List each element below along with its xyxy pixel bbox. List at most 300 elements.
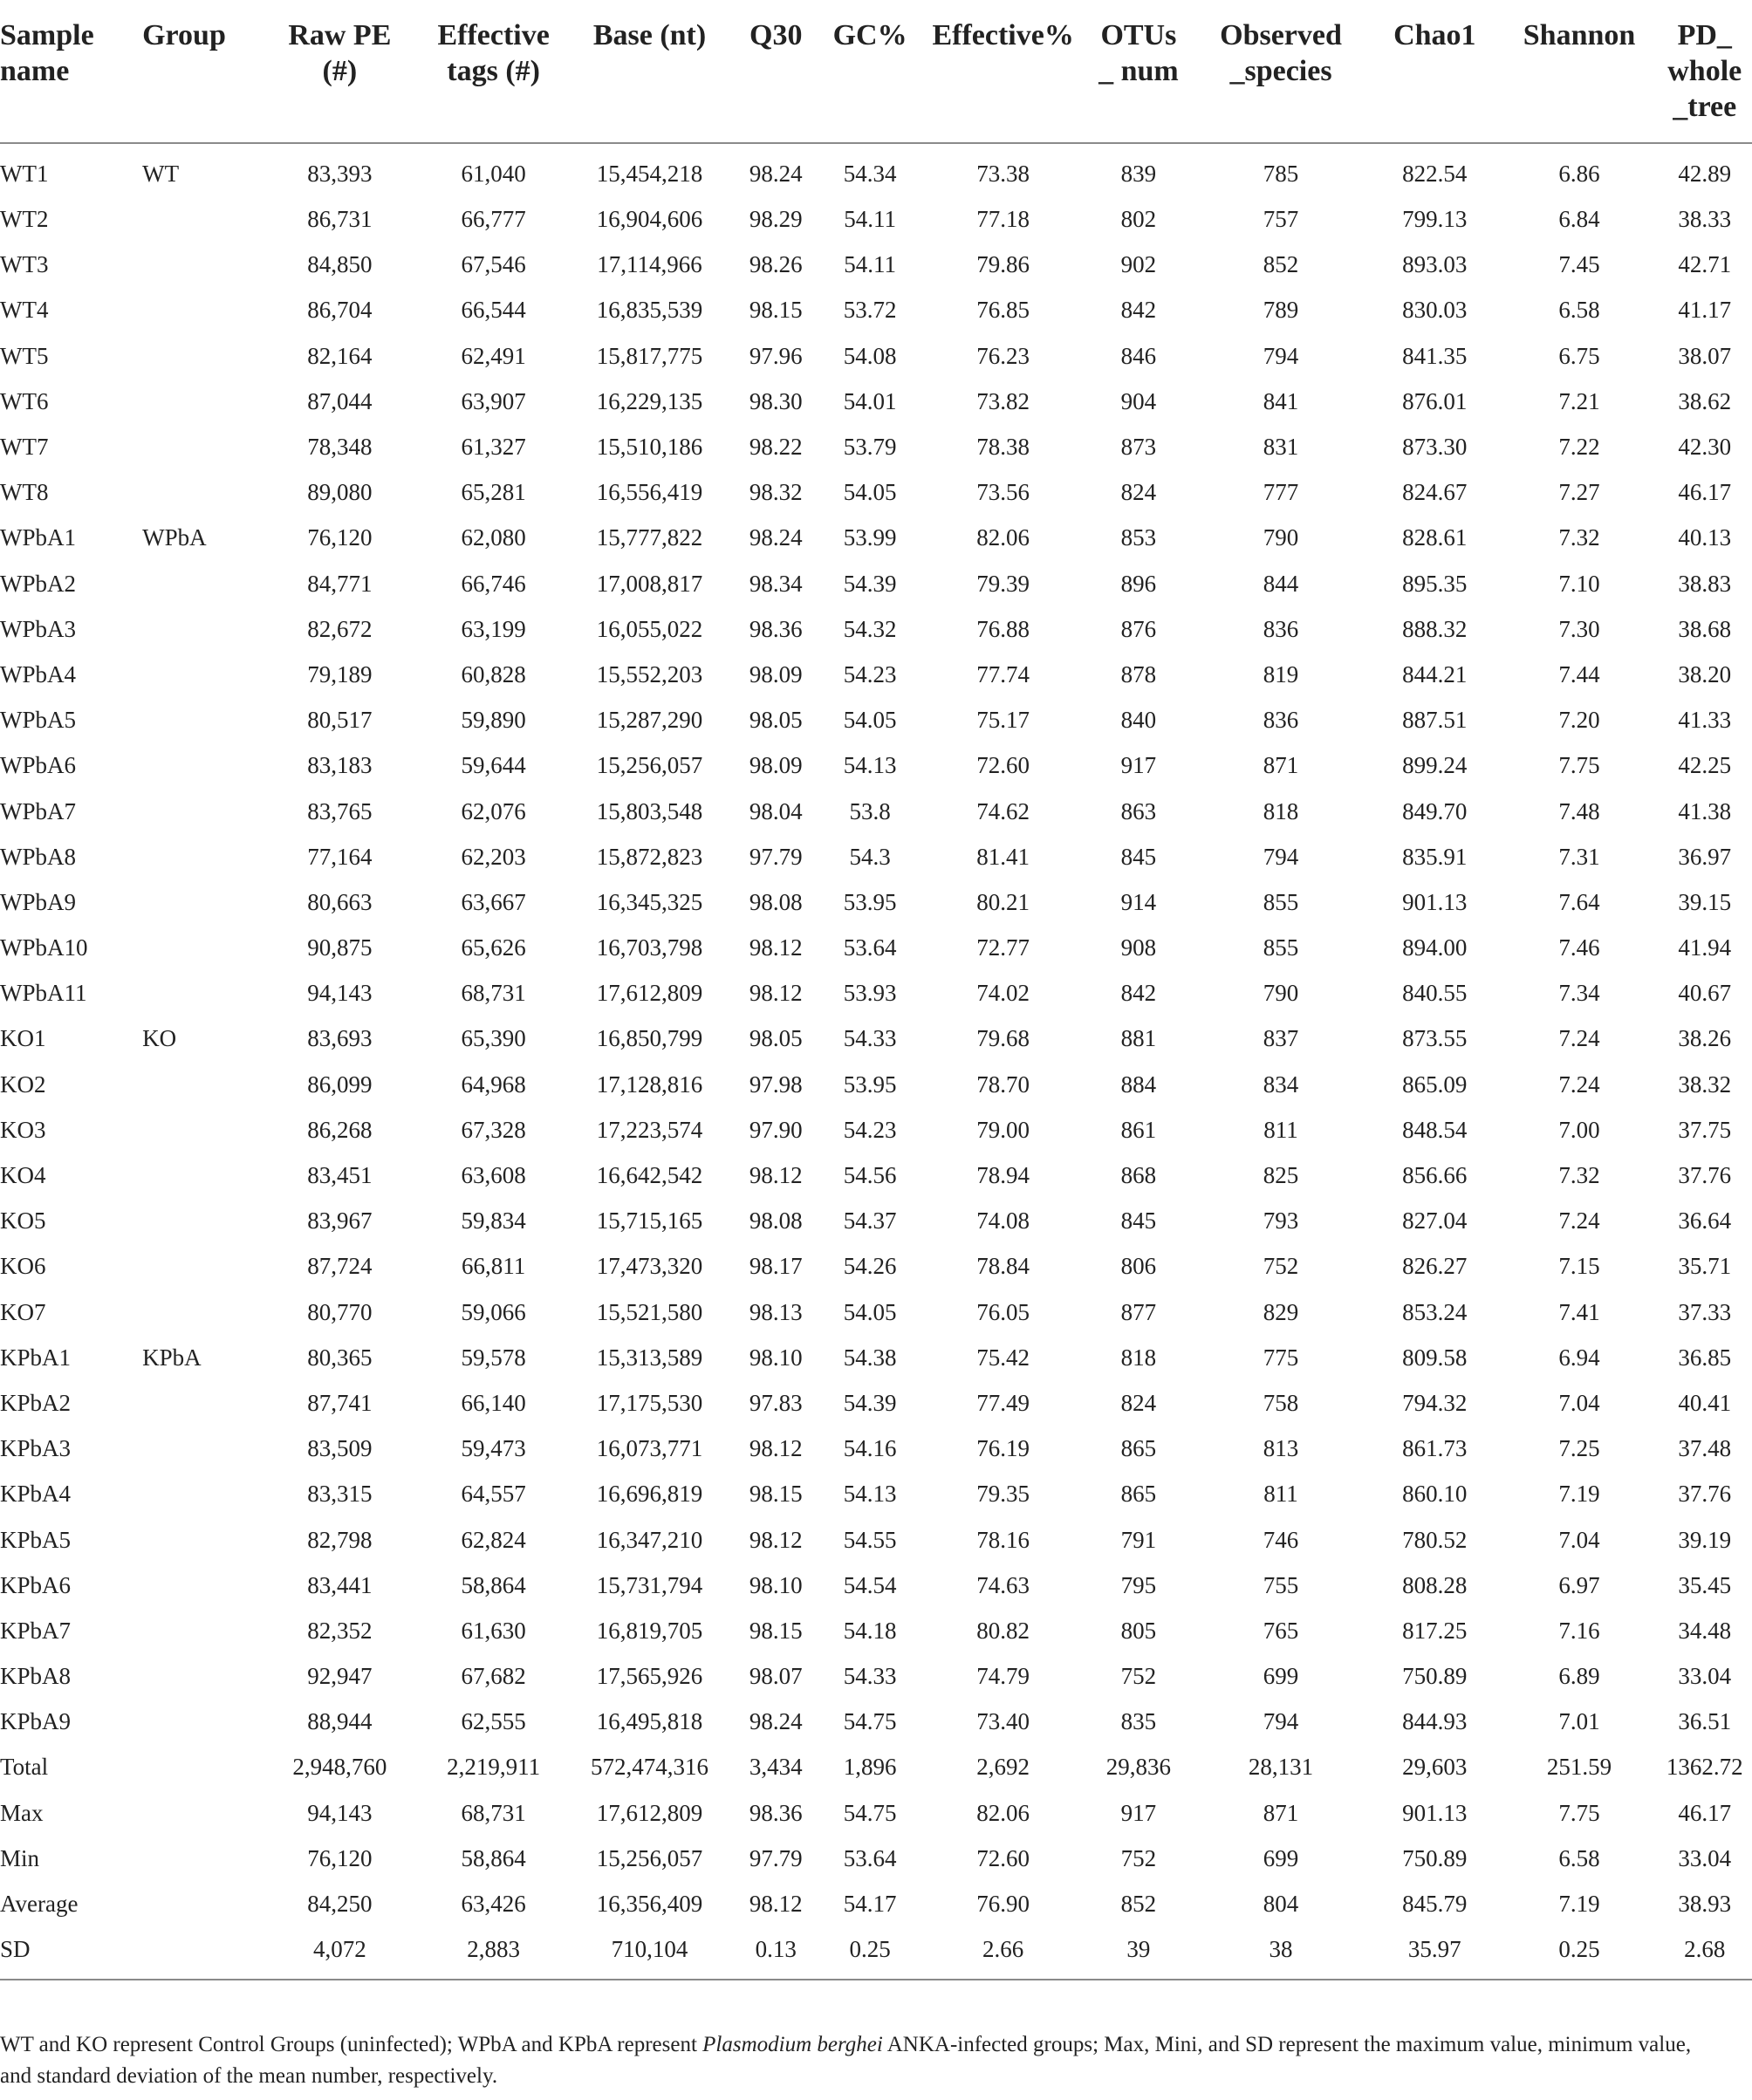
cell-pd-whole-tree: 37.48 xyxy=(1678,1435,1732,1462)
cell-observed-species: 794 xyxy=(1263,843,1299,870)
cell-q30: 98.08 xyxy=(749,1207,803,1235)
table-row xyxy=(0,196,1752,242)
cell-shannon: 7.22 xyxy=(1558,434,1600,461)
cell-group xyxy=(142,1926,257,1980)
table-row xyxy=(0,1289,1752,1335)
cell-otus-num: 908 xyxy=(1120,934,1157,961)
cell-raw-pe: 83,693 xyxy=(307,1025,373,1052)
cell-chao1: 828.61 xyxy=(1402,524,1468,551)
table-row xyxy=(0,143,1752,196)
cell-observed-species: 811 xyxy=(1263,1116,1298,1143)
cell-effective-tags: 59,066 xyxy=(461,1298,526,1325)
cell-raw-pe: 76,120 xyxy=(307,524,373,551)
cell-effective-tags: 61,040 xyxy=(461,161,526,187)
cell-base-nt: 17,008,817 xyxy=(596,570,703,597)
table-row xyxy=(0,1790,1752,1836)
table-row xyxy=(0,1198,1752,1243)
cell-group: WPbA xyxy=(142,524,207,551)
cell-base-nt: 16,642,542 xyxy=(596,1162,703,1189)
cell-pd-whole-tree: 36.64 xyxy=(1678,1207,1732,1235)
cell-effective-tags: 63,608 xyxy=(461,1162,526,1189)
cell-chao1: 35.97 xyxy=(1368,1926,1502,1980)
cell-sample-name: KPbA9 xyxy=(0,1708,72,1735)
cell-observed-species: 855 xyxy=(1263,888,1299,915)
cell-pd-whole-tree: 36.85 xyxy=(1678,1344,1732,1371)
cell-sample-name: WPbA10 xyxy=(0,934,88,961)
cell-sample-name: KO2 xyxy=(0,1071,46,1098)
cell-effective-percent: 80.82 xyxy=(976,1617,1030,1644)
cell-q30: 98.12 xyxy=(749,1435,803,1462)
cell-pd-whole-tree: 2.68 xyxy=(1658,1926,1752,1980)
cell-chao1: 835.91 xyxy=(1402,843,1468,870)
cell-q30: 98.34 xyxy=(749,570,803,597)
cell-effective-tags: 2,219,911 xyxy=(447,1754,541,1781)
cell-pd-whole-tree: 37.76 xyxy=(1678,1481,1732,1508)
table-row xyxy=(0,834,1752,879)
cell-effective-tags: 2,883 xyxy=(422,1926,565,1980)
cell-effective-percent: 73.40 xyxy=(976,1708,1030,1735)
cell-raw-pe: 87,724 xyxy=(307,1253,373,1280)
cell-pd-whole-tree: 46.17 xyxy=(1678,479,1732,506)
cell-chao1: 844.93 xyxy=(1402,1708,1468,1735)
cell-observed-species: 765 xyxy=(1263,1617,1299,1644)
cell-observed-species: 834 xyxy=(1263,1071,1299,1098)
cell-observed-species: 831 xyxy=(1263,434,1299,461)
cell-q30: 98.24 xyxy=(749,524,803,551)
cell-shannon: 7.44 xyxy=(1558,660,1600,687)
cell-shannon: 7.15 xyxy=(1558,1253,1600,1280)
cell-base-nt: 16,819,705 xyxy=(596,1617,703,1644)
cell-q30: 98.07 xyxy=(749,1663,803,1690)
table-row xyxy=(0,1516,1752,1562)
cell-raw-pe: 94,143 xyxy=(307,1799,373,1826)
cell-sample-name: WPbA5 xyxy=(0,707,76,734)
cell-observed-species: 794 xyxy=(1263,1708,1299,1735)
cell-shannon: 6.84 xyxy=(1558,206,1600,233)
cell-base-nt: 15,872,823 xyxy=(596,843,703,870)
cell-raw-pe: 86,731 xyxy=(307,206,373,233)
cell-group xyxy=(142,1563,257,1608)
table-row xyxy=(0,742,1752,788)
cell-q30: 98.09 xyxy=(749,660,803,687)
cell-base-nt: 17,175,530 xyxy=(596,1389,703,1416)
cell-q30: 98.08 xyxy=(749,888,803,915)
table-row xyxy=(0,242,1752,287)
cell-pd-whole-tree: 38.33 xyxy=(1678,206,1732,233)
table-row xyxy=(0,515,1752,560)
cell-otus-num: 861 xyxy=(1120,1116,1157,1143)
cell-q30: 98.32 xyxy=(749,479,803,506)
cell-effective-tags: 66,811 xyxy=(462,1253,526,1280)
cell-gc-percent: 54.08 xyxy=(843,342,897,369)
table-row xyxy=(0,1243,1752,1289)
cell-raw-pe: 83,393 xyxy=(307,161,373,187)
cell-group xyxy=(142,333,257,379)
cell-pd-whole-tree: 33.04 xyxy=(1678,1663,1732,1690)
cell-group xyxy=(142,1153,257,1198)
cell-observed-species: 819 xyxy=(1263,660,1299,687)
cell-gc-percent: 54.38 xyxy=(843,1344,897,1371)
cell-q30: 97.79 xyxy=(749,843,803,870)
cell-effective-percent: 76.88 xyxy=(976,615,1030,642)
cell-sample-name: KPbA6 xyxy=(0,1571,72,1598)
cell-effective-tags: 67,682 xyxy=(461,1663,526,1690)
cell-effective-percent: 74.02 xyxy=(976,980,1030,1007)
cell-base-nt: 15,777,822 xyxy=(596,524,703,551)
cell-group xyxy=(142,606,257,652)
cell-base-nt: 15,454,218 xyxy=(596,161,703,187)
cell-sample-name: WT3 xyxy=(0,251,49,278)
column-header-raw-pe: Raw PE (#) xyxy=(257,0,422,143)
cell-chao1: 840.55 xyxy=(1402,980,1468,1007)
cell-shannon: 7.19 xyxy=(1558,1891,1600,1918)
cell-q30: 98.30 xyxy=(749,387,803,414)
cell-effective-percent: 2,692 xyxy=(976,1754,1030,1781)
cell-pd-whole-tree: 40.41 xyxy=(1678,1389,1732,1416)
cell-group xyxy=(142,1471,257,1516)
cell-gc-percent: 53.95 xyxy=(843,888,897,915)
cell-effective-tags: 66,746 xyxy=(461,570,526,597)
cell-effective-percent: 81.41 xyxy=(976,843,1030,870)
cell-otus-num: 39 xyxy=(1084,1926,1194,1980)
cell-observed-species: 758 xyxy=(1263,1389,1299,1416)
cell-q30: 98.22 xyxy=(749,434,803,461)
cell-gc-percent: 0.25 xyxy=(818,1926,923,1980)
cell-effective-percent: 76.05 xyxy=(976,1298,1030,1325)
cell-otus-num: 884 xyxy=(1120,1071,1157,1098)
cell-shannon: 7.24 xyxy=(1558,1207,1600,1235)
cell-effective-percent: 75.42 xyxy=(976,1344,1030,1371)
cell-group xyxy=(142,925,257,970)
cell-raw-pe: 78,348 xyxy=(307,434,373,461)
cell-shannon: 7.30 xyxy=(1558,615,1600,642)
cell-chao1: 822.54 xyxy=(1402,161,1468,187)
cell-otus-num: 835 xyxy=(1120,1708,1157,1735)
table-row xyxy=(0,1653,1752,1699)
footnote-text-after: ANKA-infected groups; Max, Mini, and SD represent the maximum value, minimum value, and standard deviation of the mean number, respectively. xyxy=(0,2033,1692,2088)
cell-effective-percent: 73.82 xyxy=(976,387,1030,414)
cell-pd-whole-tree: 39.15 xyxy=(1678,888,1732,915)
cell-q30: 98.26 xyxy=(749,251,803,278)
column-header-q30: Q30 xyxy=(735,0,818,143)
cell-group xyxy=(142,379,257,424)
cell-gc-percent: 54.33 xyxy=(843,1663,897,1690)
cell-gc-percent: 53.95 xyxy=(843,1071,897,1098)
cell-gc-percent: 1,896 xyxy=(843,1754,897,1781)
cell-effective-tags: 64,968 xyxy=(461,1071,526,1098)
cell-shannon: 7.24 xyxy=(1558,1025,1600,1052)
cell-chao1: 826.27 xyxy=(1402,1253,1468,1280)
cell-otus-num: 904 xyxy=(1120,387,1157,414)
cell-observed-species: 752 xyxy=(1263,1253,1299,1280)
cell-group xyxy=(142,1289,257,1335)
cell-raw-pe: 83,509 xyxy=(307,1435,373,1462)
cell-gc-percent: 53.99 xyxy=(843,524,897,551)
cell-group: WT xyxy=(142,161,180,187)
cell-sample-name: KPbA7 xyxy=(0,1617,72,1644)
table-row xyxy=(0,970,1752,1016)
cell-shannon: 6.86 xyxy=(1558,161,1600,187)
cell-sample-name: WT2 xyxy=(0,206,49,233)
cell-shannon: 7.64 xyxy=(1558,888,1600,915)
cell-pd-whole-tree: 35.45 xyxy=(1678,1571,1732,1598)
cell-raw-pe: 80,770 xyxy=(307,1298,373,1325)
cell-pd-whole-tree: 1362.72 xyxy=(1666,1754,1743,1781)
cell-sample-name: WT7 xyxy=(0,434,49,461)
cell-observed-species: 777 xyxy=(1263,479,1299,506)
cell-gc-percent: 54.18 xyxy=(843,1617,897,1644)
table-row xyxy=(0,1016,1752,1061)
cell-observed-species: 844 xyxy=(1263,570,1299,597)
cell-group xyxy=(142,424,257,469)
table-row xyxy=(0,1062,1752,1107)
cell-group xyxy=(142,1744,257,1789)
cell-q30: 97.79 xyxy=(749,1844,803,1871)
cell-q30: 98.10 xyxy=(749,1344,803,1371)
cell-group xyxy=(142,1380,257,1426)
cell-chao1: 848.54 xyxy=(1402,1116,1468,1143)
cell-shannon: 7.46 xyxy=(1558,934,1600,961)
cell-q30: 98.15 xyxy=(749,297,803,324)
cell-otus-num: 840 xyxy=(1120,707,1157,734)
cell-observed-species: 855 xyxy=(1263,934,1299,961)
cell-otus-num: 878 xyxy=(1120,660,1157,687)
cell-q30: 98.12 xyxy=(749,934,803,961)
column-header-group: Group xyxy=(142,0,257,143)
cell-effective-tags: 66,544 xyxy=(461,297,526,324)
cell-pd-whole-tree: 37.76 xyxy=(1678,1162,1732,1189)
cell-chao1: 873.55 xyxy=(1402,1025,1468,1052)
cell-sample-name: KO5 xyxy=(0,1207,46,1235)
table-row xyxy=(0,1699,1752,1744)
cell-raw-pe: 86,268 xyxy=(307,1116,373,1143)
table-row xyxy=(0,1153,1752,1198)
cell-group xyxy=(142,1243,257,1289)
cell-gc-percent: 54.56 xyxy=(843,1162,897,1189)
cell-effective-percent: 2.66 xyxy=(923,1926,1084,1980)
table-row xyxy=(0,697,1752,742)
table-row xyxy=(0,1608,1752,1653)
cell-base-nt: 17,565,926 xyxy=(596,1663,703,1690)
cell-effective-tags: 59,890 xyxy=(461,707,526,734)
cell-group xyxy=(142,1836,257,1881)
column-header-effective-percent: Effective% xyxy=(923,0,1084,143)
cell-effective-percent: 79.86 xyxy=(976,251,1030,278)
cell-effective-percent: 72.77 xyxy=(976,934,1030,961)
cell-raw-pe: 88,944 xyxy=(307,1708,373,1735)
cell-q30: 3,434 xyxy=(749,1754,803,1781)
table-row xyxy=(0,379,1752,424)
cell-gc-percent: 54.55 xyxy=(843,1526,897,1553)
cell-group xyxy=(142,1653,257,1699)
table-row xyxy=(0,333,1752,379)
cell-pd-whole-tree: 38.83 xyxy=(1678,570,1732,597)
cell-base-nt: 16,347,210 xyxy=(596,1526,703,1553)
cell-effective-tags: 64,557 xyxy=(461,1481,526,1508)
cell-base-nt: 710,104 xyxy=(565,1926,735,1980)
cell-gc-percent: 54.23 xyxy=(843,1116,897,1143)
cell-sample-name: KO6 xyxy=(0,1253,46,1280)
cell-pd-whole-tree: 38.32 xyxy=(1678,1071,1732,1098)
cell-observed-species: 836 xyxy=(1263,707,1299,734)
cell-raw-pe: 87,741 xyxy=(307,1389,373,1416)
cell-gc-percent: 54.11 xyxy=(844,206,896,233)
cell-shannon: 7.32 xyxy=(1558,1162,1600,1189)
cell-raw-pe: 82,164 xyxy=(307,342,373,369)
column-header-shannon: Shannon xyxy=(1502,0,1658,143)
cell-raw-pe: 84,850 xyxy=(307,251,373,278)
cell-effective-percent: 72.60 xyxy=(976,1844,1030,1871)
cell-effective-percent: 73.38 xyxy=(976,161,1030,187)
cell-effective-tags: 58,864 xyxy=(461,1844,526,1871)
column-header-pd-whole-tree: PD_ whole _tree xyxy=(1658,0,1752,143)
table-footnote xyxy=(0,2029,1728,2092)
cell-pd-whole-tree: 40.67 xyxy=(1678,980,1732,1007)
cell-shannon: 6.97 xyxy=(1558,1571,1600,1598)
cell-q30: 98.10 xyxy=(749,1571,803,1598)
cell-shannon: 7.04 xyxy=(1558,1526,1600,1553)
table-row xyxy=(0,1471,1752,1516)
cell-effective-percent: 72.60 xyxy=(976,752,1030,779)
cell-base-nt: 16,850,799 xyxy=(596,1025,703,1052)
cell-effective-percent: 79.39 xyxy=(976,570,1030,597)
cell-q30: 98.05 xyxy=(749,1025,803,1052)
cell-effective-tags: 61,327 xyxy=(461,434,526,461)
cell-group: KPbA xyxy=(142,1344,202,1371)
cell-gc-percent: 54.05 xyxy=(843,707,897,734)
cell-observed-species: 793 xyxy=(1263,1207,1299,1235)
cell-sample-name: KPbA1 xyxy=(0,1344,72,1371)
cell-sample-name: SD xyxy=(0,1926,142,1980)
cell-pd-whole-tree: 42.30 xyxy=(1678,434,1732,461)
cell-q30: 0.13 xyxy=(735,1926,818,1980)
table-row xyxy=(0,1881,1752,1926)
cell-chao1: 894.00 xyxy=(1402,934,1468,961)
table-row xyxy=(0,561,1752,606)
cell-chao1: 845.79 xyxy=(1402,1891,1468,1918)
cell-sample-name: KO3 xyxy=(0,1116,46,1143)
cell-shannon: 7.21 xyxy=(1558,387,1600,414)
cell-chao1: 876.01 xyxy=(1402,387,1468,414)
cell-pd-whole-tree: 39.19 xyxy=(1678,1526,1732,1553)
cell-gc-percent: 54.3 xyxy=(849,843,891,870)
cell-base-nt: 15,817,775 xyxy=(596,342,703,369)
cell-otus-num: 917 xyxy=(1120,1799,1157,1826)
cell-observed-species: 757 xyxy=(1263,206,1299,233)
cell-chao1: 841.35 xyxy=(1402,342,1468,369)
cell-raw-pe: 94,143 xyxy=(307,980,373,1007)
cell-shannon: 7.04 xyxy=(1558,1389,1600,1416)
cell-effective-tags: 61,630 xyxy=(461,1617,526,1644)
cell-pd-whole-tree: 37.75 xyxy=(1678,1116,1732,1143)
cell-q30: 97.96 xyxy=(749,342,803,369)
cell-otus-num: 863 xyxy=(1120,797,1157,824)
column-header-observed-species: Observed _species xyxy=(1194,0,1368,143)
table-row xyxy=(0,424,1752,469)
cell-group xyxy=(142,1516,257,1562)
cell-sample-name: KPbA8 xyxy=(0,1663,72,1690)
cell-q30: 98.36 xyxy=(749,1799,803,1826)
cell-chao1: 865.09 xyxy=(1402,1071,1468,1098)
cell-group xyxy=(142,196,257,242)
cell-group xyxy=(142,1790,257,1836)
cell-observed-species: 699 xyxy=(1263,1844,1299,1871)
cell-effective-tags: 63,426 xyxy=(461,1891,526,1918)
cell-raw-pe: 83,183 xyxy=(307,752,373,779)
cell-group xyxy=(142,1107,257,1153)
cell-sample-name: WT1 xyxy=(0,161,49,187)
cell-chao1: 750.89 xyxy=(1402,1663,1468,1690)
cell-effective-percent: 77.49 xyxy=(976,1389,1030,1416)
cell-shannon: 7.48 xyxy=(1558,797,1600,824)
cell-effective-tags: 63,667 xyxy=(461,888,526,915)
cell-pd-whole-tree: 42.25 xyxy=(1678,752,1732,779)
cell-chao1: 895.35 xyxy=(1402,570,1468,597)
cell-shannon: 0.25 xyxy=(1502,1926,1658,1980)
table-row xyxy=(0,1380,1752,1426)
cell-q30: 98.29 xyxy=(749,206,803,233)
cell-gc-percent: 54.13 xyxy=(843,752,897,779)
cell-effective-percent: 76.23 xyxy=(976,342,1030,369)
cell-pd-whole-tree: 41.38 xyxy=(1678,797,1732,824)
cell-effective-tags: 67,328 xyxy=(461,1116,526,1143)
cell-q30: 98.24 xyxy=(749,1708,803,1735)
cell-gc-percent: 54.01 xyxy=(843,387,897,414)
cell-raw-pe: 82,798 xyxy=(307,1526,373,1553)
cell-effective-percent: 74.63 xyxy=(976,1571,1030,1598)
cell-pd-whole-tree: 37.33 xyxy=(1678,1298,1732,1325)
cell-shannon: 251.59 xyxy=(1546,1754,1612,1781)
cell-base-nt: 16,229,135 xyxy=(596,387,703,414)
cell-effective-percent: 78.16 xyxy=(976,1526,1030,1553)
cell-effective-percent: 76.90 xyxy=(976,1891,1030,1918)
cell-chao1: 856.66 xyxy=(1402,1162,1468,1189)
cell-observed-species: 836 xyxy=(1263,615,1299,642)
cell-otus-num: 802 xyxy=(1120,206,1157,233)
cell-effective-percent: 74.08 xyxy=(976,1207,1030,1235)
cell-raw-pe: 89,080 xyxy=(307,479,373,506)
cell-base-nt: 15,552,203 xyxy=(596,660,703,687)
cell-raw-pe: 4,072 xyxy=(257,1926,422,1980)
cell-base-nt: 17,128,816 xyxy=(596,1071,703,1098)
cell-gc-percent: 53.72 xyxy=(843,297,897,324)
cell-base-nt: 16,055,022 xyxy=(596,615,703,642)
cell-effective-tags: 67,546 xyxy=(461,251,526,278)
cell-shannon: 7.32 xyxy=(1558,524,1600,551)
cell-otus-num: 865 xyxy=(1120,1435,1157,1462)
cell-sample-name: KPbA2 xyxy=(0,1389,72,1416)
table-row xyxy=(0,1744,1752,1789)
table-row xyxy=(0,925,1752,970)
cell-effective-percent: 77.74 xyxy=(976,660,1030,687)
cell-pd-whole-tree: 33.04 xyxy=(1678,1844,1732,1871)
cell-otus-num: 806 xyxy=(1120,1253,1157,1280)
cell-q30: 97.83 xyxy=(749,1389,803,1416)
cell-sample-name: Min xyxy=(0,1844,40,1871)
table-row xyxy=(0,1836,1752,1881)
cell-shannon: 7.45 xyxy=(1558,251,1600,278)
cell-pd-whole-tree: 42.71 xyxy=(1678,251,1732,278)
cell-sample-name: KO7 xyxy=(0,1298,46,1325)
cell-q30: 98.15 xyxy=(749,1617,803,1644)
table-row xyxy=(0,1107,1752,1153)
cell-otus-num: 896 xyxy=(1120,570,1157,597)
cell-group xyxy=(142,788,257,833)
cell-raw-pe: 82,672 xyxy=(307,615,373,642)
cell-chao1: 888.32 xyxy=(1402,615,1468,642)
cell-chao1: 873.30 xyxy=(1402,434,1468,461)
cell-otus-num: 839 xyxy=(1120,161,1157,187)
